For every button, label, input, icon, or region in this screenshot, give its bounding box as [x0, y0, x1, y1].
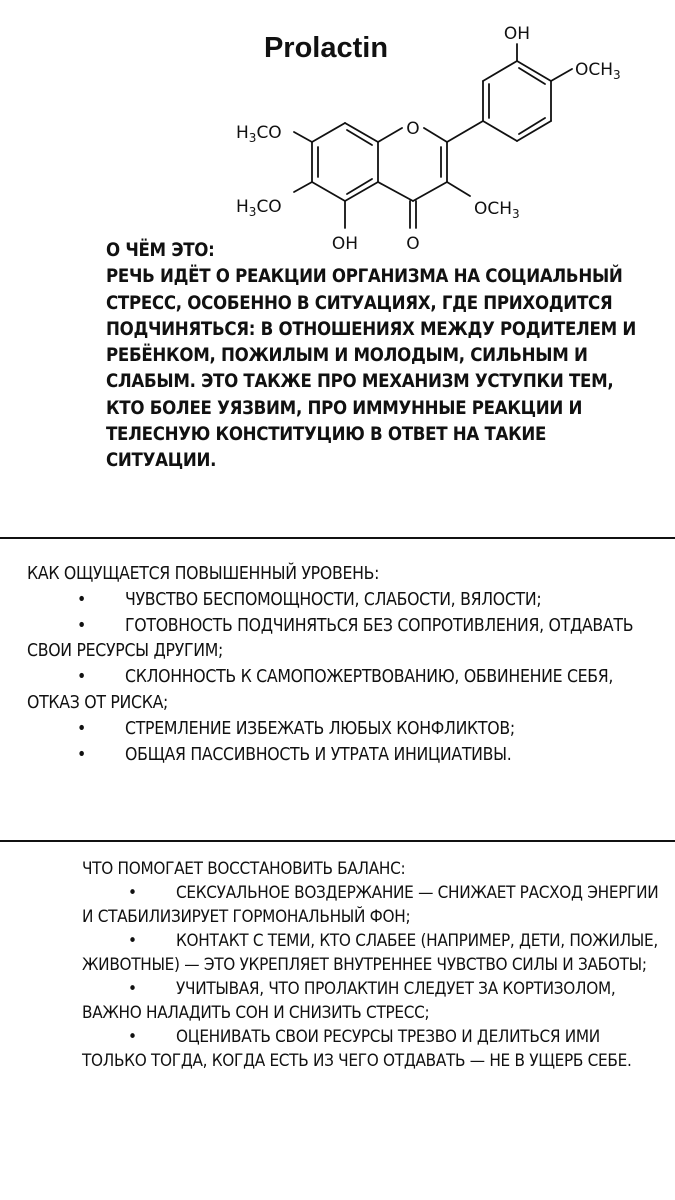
- divider-top: [0, 537, 675, 539]
- h3co-lower-label: $H_3CO$: [236, 197, 282, 219]
- bullet: •: [128, 1027, 137, 1047]
- list-item: • СЕКСУАЛЬНОЕ ВОЗДЕРЖАНИЕ — СНИЖАЕТ РАСХОД ЭНЕРГИИ И СТАБИЛИЗИРУЕТ ГОРМОНАЛЬНЫЙ ФОН;: [82, 883, 659, 927]
- och3-c3-label: $OCH_3$: [474, 199, 520, 221]
- bullet: •: [77, 718, 86, 739]
- balance-section: [82, 857, 667, 1073]
- bullet: •: [128, 979, 137, 999]
- elevated-section: [27, 562, 667, 768]
- list-item: • ГОТОВНОСТЬ ПОДЧИНЯТЬСЯ БЕЗ СОПРОТИВЛЕНИЯ, ОТДАВАТЬ СВОИ РЕСУРСЫ ДРУГИМ;: [27, 615, 634, 662]
- bullet: •: [77, 615, 86, 636]
- bullet: •: [77, 667, 86, 688]
- bullet: •: [128, 883, 137, 903]
- och3-ring-b-label: $OCH_3$: [575, 60, 621, 82]
- list-item: • ОЦЕНИВАТЬ СВОИ РЕСУРСЫ ТРЕЗВО И ДЕЛИТЬСЯ ИМИ ТОЛЬКО ТОГДА, КОГДА ЕСТЬ ИЗ ЧЕГО ОТДАВАТЬ — НЕ В УЩЕРБ СЕБЕ.: [82, 1027, 632, 1071]
- about-section: [106, 238, 646, 475]
- list-item: • КОНТАКТ С ТЕМИ, КТО СЛАБЕЕ (НАПРИМЕР, ДЕТИ, ПОЖИЛЫЕ, ЖИВОТНЫЕ) — ЭТО УКРЕПЛЯЕТ ВНУТРЕННЕЕ ЧУВСТВО СИЛЫ И ЗАБОТЫ;: [82, 931, 658, 975]
- oh-top-label: OH: [503, 24, 531, 44]
- list-item: • ЧУВСТВО БЕСПОМОЩНОСТИ, СЛАБОСТИ, ВЯЛОСТИ;: [27, 588, 667, 614]
- bullet: •: [128, 931, 137, 951]
- carbonyl-oxygen-label: O: [406, 234, 420, 254]
- oh-bottom-label: OH: [331, 234, 359, 254]
- about-text: РЕЧЬ ИДЁТ О РЕАКЦИИ ОРГАНИЗМА НА СОЦИАЛЬНЫЙ СТРЕСС, ОСОБЕННО В СИТУАЦИЯХ, ГДЕ ПРИХОДИТСЯ ПОДЧИНЯТЬСЯ: В ОТНОШЕНИЯХ МЕЖДУ РОДИТЕЛЕМ И РЕБЁНКОМ, ПОЖИЛЫМ И МОЛОДЫМ, СИЛЬНЫМ И СЛАБЫМ. ЭТО ТАКЖЕ ПРО МЕХАНИЗМ УСТУПКИ ТЕМ, КТО БОЛЕЕ УЯЗВИМ, ПРО ИММУННЫЕ РЕАКЦИИ И ТЕЛЕСНУЮ КОНСТИТУЦИЮ В ОТВЕТ НА ТАКИЕ СИТУАЦИИ.: [106, 266, 637, 472]
- ring-oxygen-label: O: [406, 119, 420, 139]
- about-heading: О ЧЁМ ЭТО:: [106, 240, 215, 261]
- list-item: • ОБЩАЯ ПАССИВНОСТЬ И УТРАТА ИНИЦИАТИВЫ.: [27, 743, 667, 769]
- molecule-structure-diagram: [0, 0, 675, 260]
- divider-bottom: [0, 840, 675, 842]
- list-item: • СТРЕМЛЕНИЕ ИЗБЕЖАТЬ ЛЮБЫХ КОНФЛИКТОВ;: [27, 717, 667, 743]
- list-item: • СКЛОННОСТЬ К САМОПОЖЕРТВОВАНИЮ, ОБВИНЕНИЕ СЕБЯ, ОТКАЗ ОТ РИСКА;: [27, 667, 614, 713]
- bullet: •: [77, 589, 86, 610]
- list-item: • УЧИТЫВАЯ, ЧТО ПРОЛАКТИН СЛЕДУЕТ ЗА КОРТИЗОЛОМ, ВАЖНО НАЛАДИТЬ СОН И СНИЗИТЬ СТРЕСС;: [82, 979, 616, 1023]
- page-title: Prolactin: [263, 32, 389, 64]
- elevated-list: [27, 588, 667, 769]
- bullet: •: [77, 744, 86, 765]
- balance-list: [82, 881, 667, 1073]
- elevated-heading: КАК ОЩУЩАЕТСЯ ПОВЫШЕННЫЙ УРОВЕНЬ:: [27, 564, 380, 584]
- h3co-upper-label: $H_3CO$: [236, 123, 282, 145]
- balance-heading: ЧТО ПОМОГАЕТ ВОССТАНОВИТЬ БАЛАНС:: [82, 859, 406, 879]
